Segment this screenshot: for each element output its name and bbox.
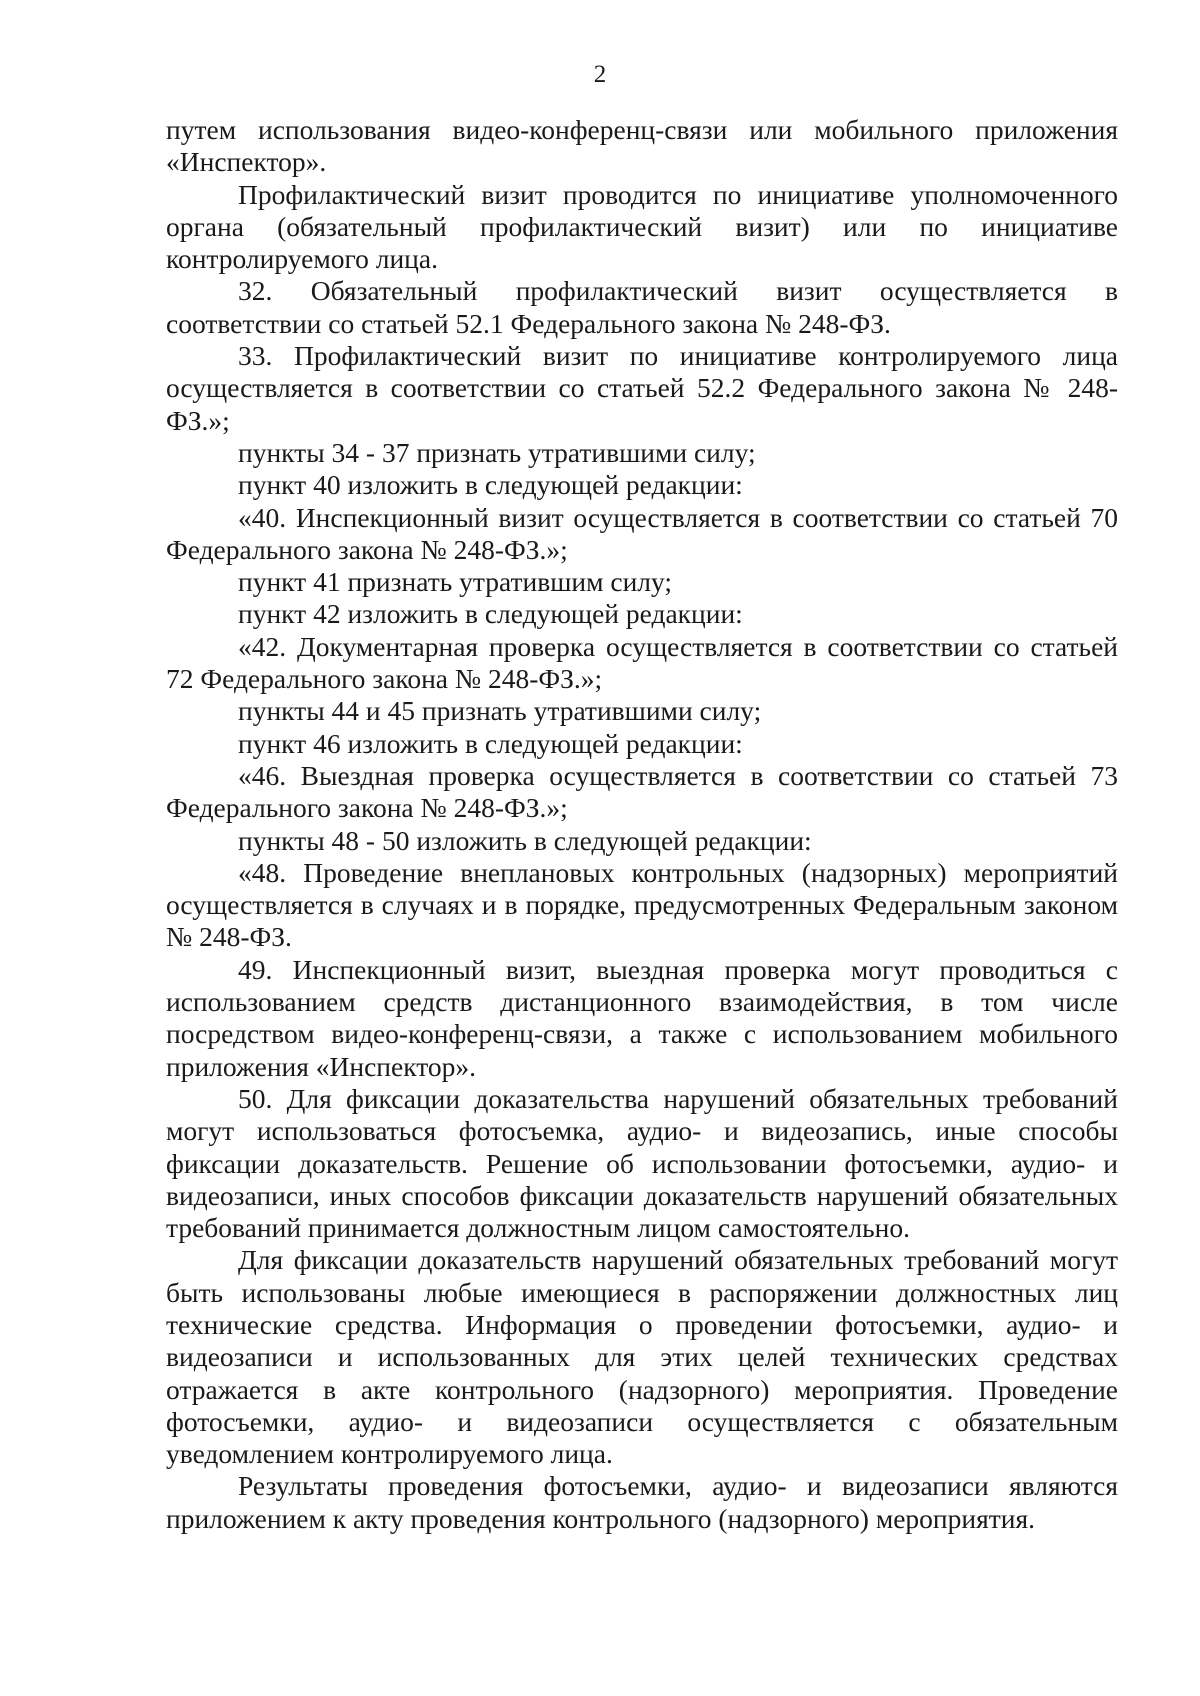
- paragraph-item-46: «46. Выездная проверка осуществляется в соответствии со статьей 73 Федерального закона № 248-ФЗ.»;: [166, 759, 1118, 824]
- paragraph: пункт 42 изложить в следующей редакции:: [238, 598, 743, 630]
- paragraph-item-32: 32. Обязательный профилактический визит осуществляется в соответствии со статьей 52.1 Федерального закона № 248-ФЗ.: [166, 275, 1118, 339]
- paragraph-item-42: «42. Документарная проверка осуществляется в соответствии со статьей 72 Федерального закона № 248-ФЗ.»;: [166, 630, 1118, 695]
- paragraph: Результаты проведения фотосъемки, аудио- и видеозаписи являются приложением к акту проведения контрольного (надзорного) мероприятия.: [166, 1470, 1118, 1534]
- paragraph: пункт 46 изложить в следующей редакции:: [238, 727, 743, 759]
- paragraph-continuation: путем использования видео-конференц-связи или мобильного приложения «Инспектор».: [166, 114, 1118, 178]
- paragraph-item-48: «48. Проведение внеплановых контрольных (надзорных) мероприятий осуществляется в случаях и в порядке, предусмотренных Федеральным законом № 248-ФЗ.: [166, 856, 1118, 953]
- paragraph-item-40: «40. Инспекционный визит осуществляется в соответствии со статьей 70 Федерального закона № 248-ФЗ.»;: [166, 501, 1118, 565]
- paragraph: пункты 34 - 37 признать утратившими силу;: [238, 436, 756, 468]
- paragraph: Для фиксации доказательств нарушений обязательных требований могут быть использованы любые имеющиеся в распоряжении должностных лиц технические средства. Информация о проведении фотосъемки, аудио- и видеозаписи и использованных для этих целей технических средствах отражается в акте контрольного (надзорного) мероприятия. Проведение фотосъемки, аудио- и видеозаписи осуществляется с обязательным уведомлением контролируемого лица.: [166, 1244, 1118, 1470]
- paragraph-item-33: 33. Профилактический визит по инициативе контролируемого лица осуществляется в соответствии со статьей 52.2 Федерального закона № 248-ФЗ.»;: [166, 340, 1118, 436]
- paragraph: Профилактический визит проводится по инициативе уполномоченного органа (обязательный профилактический визит) или по инициативе контролируемого лица.: [166, 178, 1118, 275]
- paragraph: пункты 44 и 45 признать утратившими силу;: [238, 695, 762, 727]
- paragraph: пункты 48 - 50 изложить в следующей редакции:: [238, 824, 812, 856]
- paragraph-item-49: 49. Инспекционный визит, выездная проверка могут проводиться с использованием средств дистанционного взаимодействия, в том числе посредством видео-конференц-связи, а также с использованием мобильного приложения «Инспектор».: [166, 953, 1118, 1082]
- page-number: 2: [593, 61, 607, 88]
- paragraph: пункт 40 изложить в следующей редакции:: [238, 469, 743, 501]
- paragraph: пункт 41 признать утратившим силу;: [238, 566, 673, 598]
- document-body: [166, 114, 1118, 1535]
- paragraph-item-50: 50. Для фиксации доказательства нарушений обязательных требований могут использоваться фотосъемка, аудио- и видеозапись, иные способы фиксации доказательств. Решение об использовании фотосъемки, аудио- и видеозаписи, иных способов фиксации доказательств нарушений обязательных требований принимается должностным лицом самостоятельно.: [166, 1082, 1118, 1244]
